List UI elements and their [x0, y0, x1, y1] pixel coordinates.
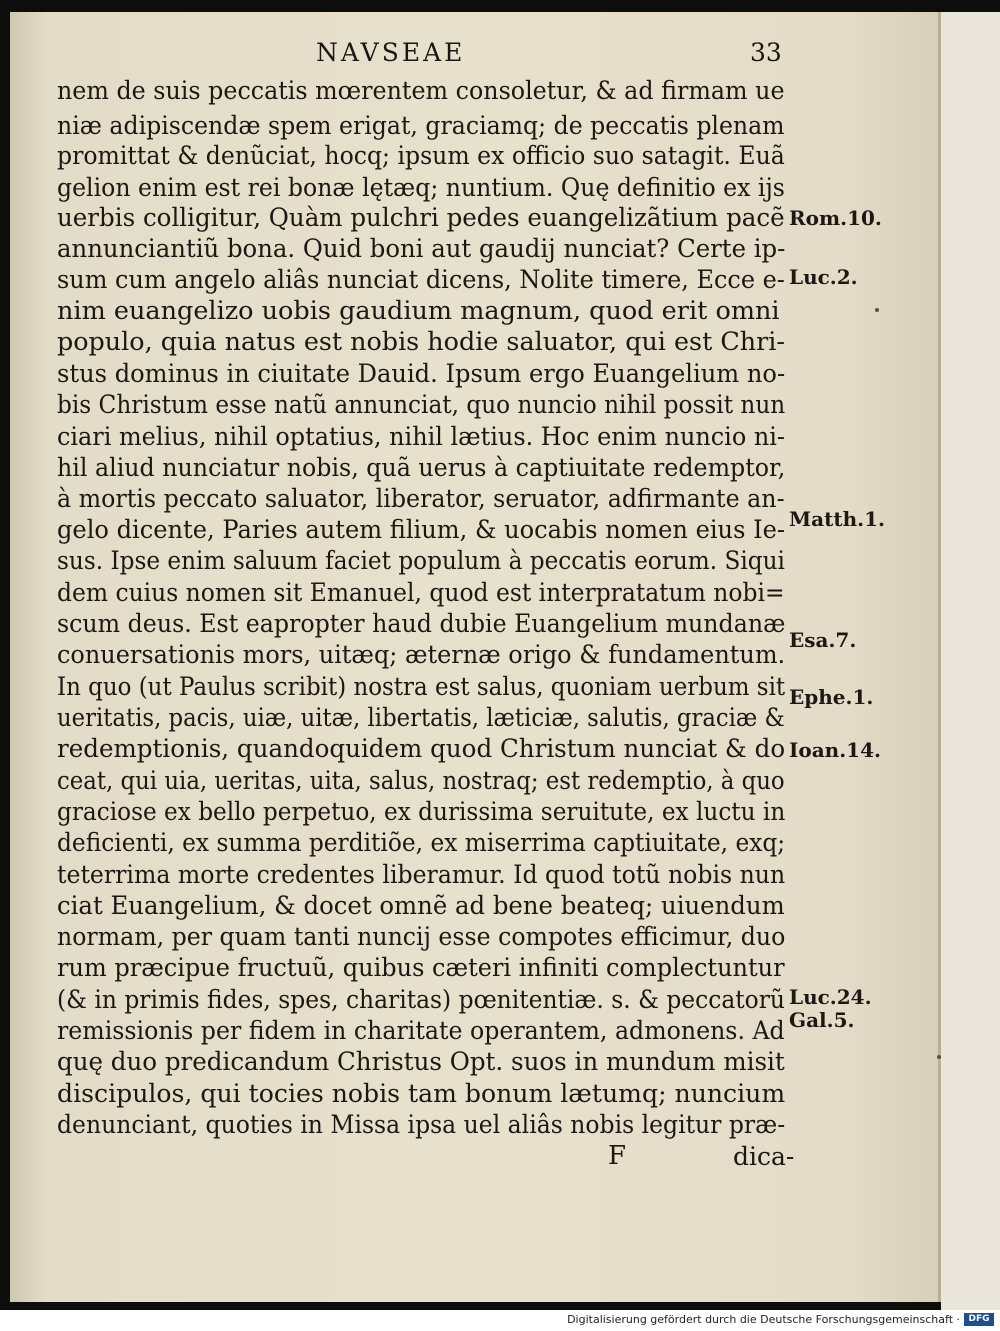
text-line: redemptionis, quandoquidem quod Christum nunciat & do — [57, 734, 786, 764]
marginal-note: Gal.5. — [789, 1008, 855, 1032]
marginal-note: Luc.2. — [789, 265, 858, 289]
running-head: NAVSEAE — [316, 38, 466, 67]
text-line: nim euangelizo uobis gaudium magnum, quod erit omni — [57, 296, 780, 326]
text-line: remissionis per fidem in charitate operantem, admonens. Ad — [57, 1016, 785, 1046]
text-line: normam, per quam tanti nuncij esse compotes efficimur, duo — [57, 922, 786, 952]
text-line: graciose ex bello perpetuo, ex durissima seruitute, ex luctu in — [57, 797, 786, 827]
text-line: teterrima morte credentes liberamur. Id quod totũ nobis nun — [57, 860, 786, 890]
marginal-note: Ioan.14. — [789, 738, 881, 762]
text-line: nem de suis peccatis mœrentem consoletur, & ad firmam ue — [57, 76, 785, 106]
signature-mark: F — [608, 1141, 627, 1171]
text-line: discipulos, qui tocies nobis tam bonum lætumq; nuncium — [57, 1079, 786, 1109]
text-line: ciat Euangelium, & docet omnẽ ad bene beateq; uiuendum — [57, 891, 785, 921]
text-line: ceat, qui uia, ueritas, uita, salus, nostraq; est redemptio, à quo — [57, 766, 785, 796]
text-line: sum cum angelo aliâs nunciat dicens, Nolite timere, Ecce e- — [57, 265, 785, 295]
text-line: scum deus. Est eapropter haud dubie Euangelium mundanæ — [57, 609, 786, 639]
text-line: deficienti, ex summa perditiõe, ex miserrima captiuitate, exq; — [57, 828, 786, 858]
folio-number: 33 — [750, 38, 782, 67]
marginal-note: Matth.1. — [789, 507, 885, 531]
margin-strip — [941, 12, 1000, 1310]
text-line: populo, quia natus est nobis hodie saluator, qui est Chri- — [57, 327, 785, 357]
text-line: promittat & denũciat, hocq; ipsum ex officio suo satagit. Euã — [57, 141, 785, 171]
paper-speck — [875, 308, 879, 312]
text-line: annunciantiũ bona. Quid boni aut gaudij nunciat? Certe ip- — [57, 234, 786, 264]
text-line: denunciant, quoties in Missa ipsa uel aliâs nobis legitur præ- — [57, 1110, 786, 1140]
text-line: In quo (ut Paulus scribit) nostra est salus, quoniam uerbum sit — [57, 672, 786, 702]
funding-credit: Digitalisierung gefördert durch die Deutsche Forschungsgemeinschaft · — [567, 1313, 960, 1326]
dfg-logo: DFG — [964, 1313, 994, 1326]
text-line: conuersationis mors, uitæq; æternæ origo & fundamentum. — [57, 640, 786, 670]
text-line: uerbis colligitur, Quàm pulchri pedes euangelizãtium pacẽ — [57, 203, 785, 233]
marginal-note: Luc.24. — [789, 985, 872, 1009]
text-line: stus dominus in ciuitate Dauid. Ipsum ergo Euangelium no- — [57, 359, 786, 389]
text-line: quę duo predicandum Christus Opt. suos in mundum misit — [57, 1047, 785, 1077]
text-line: gelo dicente, Paries autem filium, & uocabis nomen eius Ie- — [57, 515, 786, 545]
marginal-note: Ephe.1. — [789, 685, 874, 709]
text-line: gelion enim est rei bonæ lętæq; nuntium. Quę definitio ex ijs — [57, 173, 785, 203]
paper-speck — [937, 1055, 941, 1059]
text-line: rum præcipue fructuũ, quibus cæteri infiniti complectuntur — [57, 953, 785, 983]
text-line: sus. Ipse enim saluum faciet populum à peccatis eorum. Siqui — [57, 546, 785, 576]
text-line: niæ adipiscendæ spem erigat, graciamq; de peccatis plenam — [57, 111, 785, 141]
catchword: dica- — [733, 1142, 795, 1171]
text-line: ciari melius, nihil optatius, nihil lætius. Hoc enim nuncio ni- — [57, 422, 785, 452]
marginal-note: Esa.7. — [789, 628, 857, 652]
text-line: hil aliud nunciatur nobis, quã uerus à captiuitate redemptor, — [57, 453, 786, 483]
text-line: ueritatis, pacis, uiæ, uitæ, libertatis, læticiæ, salutis, graciæ & — [57, 703, 785, 733]
text-line: dem cuius nomen sit Emanuel, quod est interpratatum nobi= — [57, 578, 785, 608]
text-line: (& in primis fides, spes, charitas) pœnitentiæ. s. & peccatorũ — [57, 985, 785, 1015]
text-line: bis Christum esse natũ annunciat, quo nuncio nihil possit nun — [57, 390, 786, 420]
footer-bar — [0, 1310, 1000, 1331]
marginal-note: Rom.10. — [789, 206, 882, 230]
text-line: à mortis peccato saluator, liberator, seruator, adfirmante an- — [57, 484, 785, 514]
